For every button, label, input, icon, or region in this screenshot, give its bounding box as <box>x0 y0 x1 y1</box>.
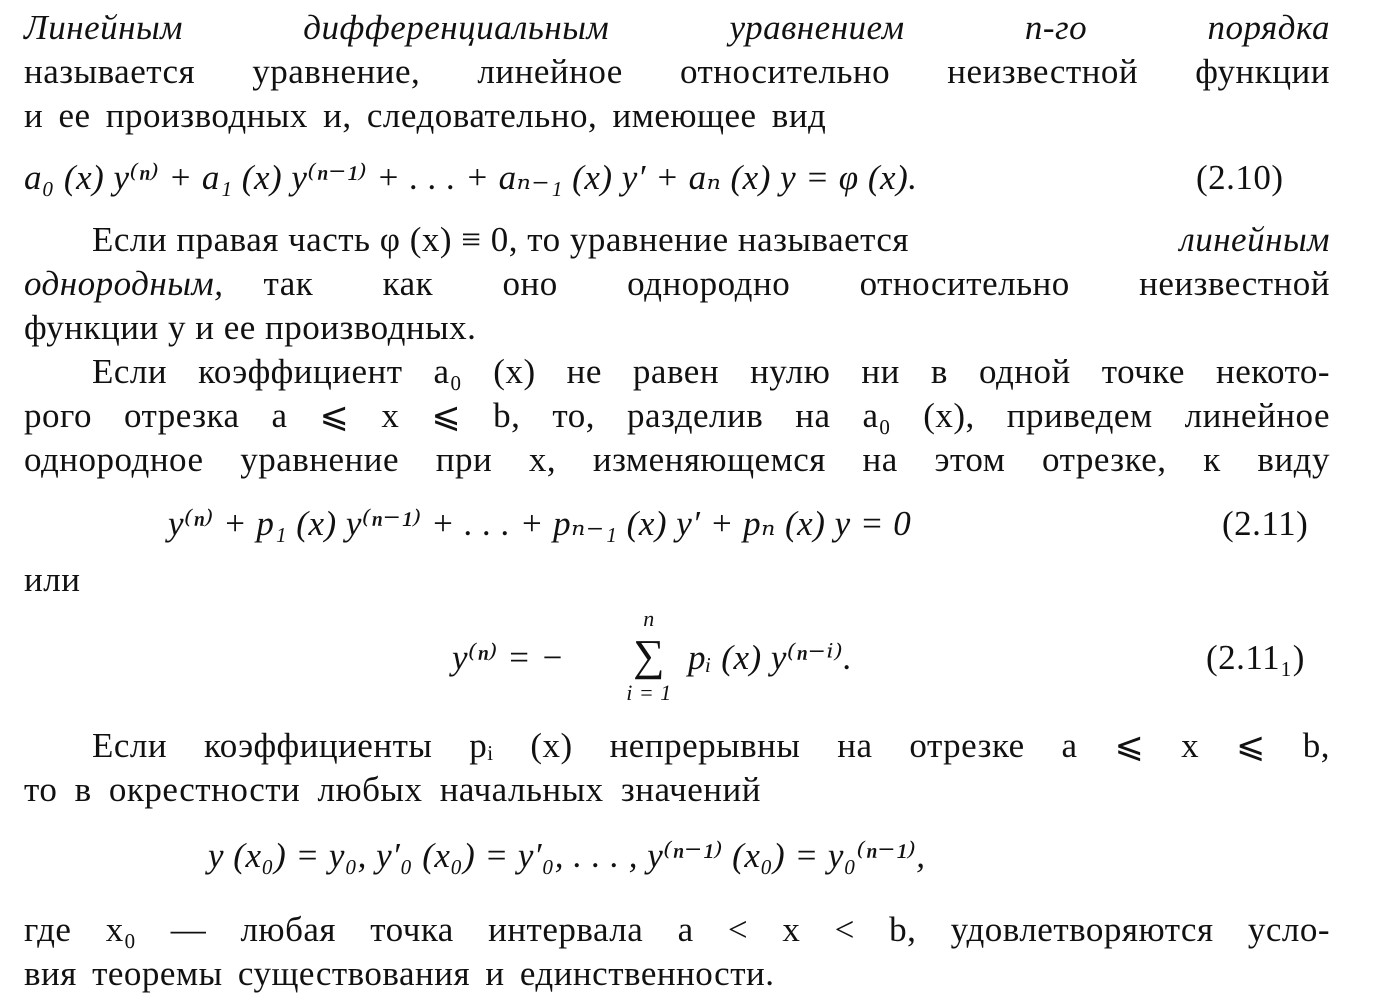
equation-number-2-11-1: (2.11₁) <box>1206 638 1305 677</box>
definition-line-3: и ее производных и, следовательно, имеющее вид <box>24 96 827 135</box>
homogeneous-line-2-text: так как оно однородно относительно неизвестной <box>263 264 1330 303</box>
homogeneous-line-1-text: Если правая часть φ (x) ≡ 0, то уравнение называется <box>92 220 910 259</box>
coefficient-line-1: Если коэффициент a₀ (x) не равен нулю ни в одной точке некото- <box>92 352 1330 391</box>
equation-2-11-1-rhs: pᵢ (x) y⁽ⁿ⁻ⁱ⁾. <box>688 638 853 677</box>
homogeneous-term: однородным, <box>24 264 224 303</box>
equation-2-10: a₀ (x) y⁽ⁿ⁾ + a₁ (x) y⁽ⁿ⁻¹⁾ + . . . + aₙ₋₁ (x) y′ + aₙ (x) y = φ (x). <box>24 158 918 197</box>
homogeneous-line-3: функции y и ее производных. <box>24 308 477 347</box>
definition-line-1: Линейным дифференциальным уравнением n-го порядка <box>24 8 1330 47</box>
theorem-line-2: вия теоремы существования и единственности. <box>24 954 775 993</box>
initial-conditions: y (x₀) = y₀, y′₀ (x₀) = y′₀, . . . , y⁽ⁿ⁻¹⁾ (x₀) = y₀⁽ⁿ⁻¹⁾, <box>208 836 926 875</box>
summation-upper-limit: n <box>643 606 655 631</box>
homogeneous-line-1 <box>92 218 1330 262</box>
continuity-line-1: Если коэффициенты pᵢ (x) непрерывны на отрезке a ⩽ x ⩽ b, <box>92 726 1330 765</box>
summation-lower-limit: i = 1 <box>626 680 672 705</box>
equation-number-2-11: (2.11) <box>1222 504 1309 543</box>
summation-symbol <box>626 608 672 704</box>
coefficient-line-2: рого отрезка a ⩽ x ⩽ b, то, разделив на a₀ (x), приведем линейное <box>24 396 1330 435</box>
equation-2-11-1-lhs: y⁽ⁿ⁾ = − <box>452 638 565 677</box>
theorem-line-1: где x₀ — любая точка интервала a < x < b, удовлетворяются усло- <box>24 910 1330 949</box>
definition-line-2: называется уравнение, линейное относительно неизвестной функции <box>24 52 1330 91</box>
or-word: или <box>24 560 81 599</box>
homogeneous-line-2 <box>24 262 1330 306</box>
homogeneous-term-linear: линейным <box>1179 220 1330 259</box>
equation-2-11: y⁽ⁿ⁾ + p₁ (x) y⁽ⁿ⁻¹⁾ + . . . + pₙ₋₁ (x) y′ + pₙ (x) y = 0 <box>168 504 912 543</box>
summation-sign: ∑ <box>633 631 665 680</box>
continuity-line-2: то в окрестности любых начальных значений <box>24 770 761 809</box>
equation-number-2-10: (2.10) <box>1196 158 1284 197</box>
coefficient-line-3: однородное уравнение при x, изменяющемся на этом отрезке, к виду <box>24 440 1330 479</box>
